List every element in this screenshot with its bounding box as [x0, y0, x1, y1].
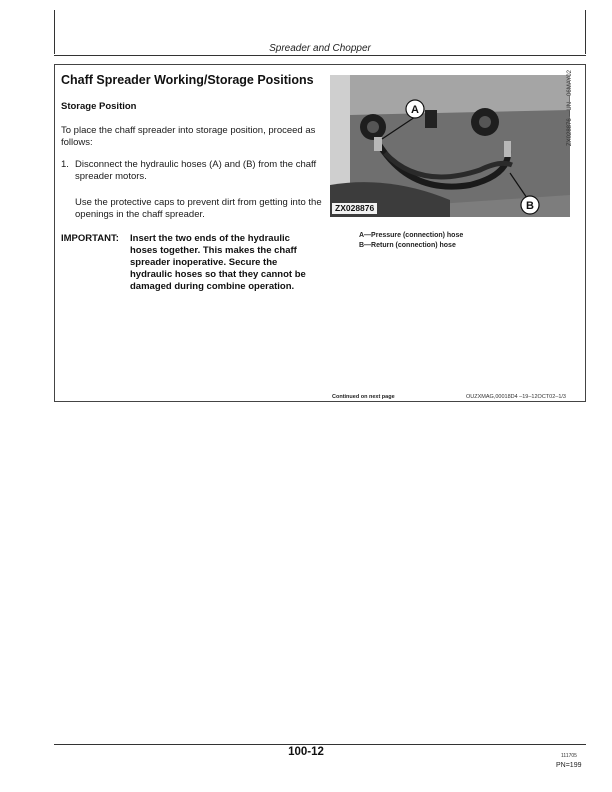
page-title: Chaff Spreader Working/Storage Positions	[61, 73, 314, 87]
side-photo-code: ZX028876 —UN—06MAY02	[567, 70, 573, 146]
step-note: Use the protective caps to prevent dirt from getting into the openings in the chaff spreader.	[75, 197, 322, 220]
subheading: Storage Position	[61, 101, 137, 112]
callout-a: A	[411, 104, 419, 116]
intro-paragraph: To place the chaff spreader into storage position, proceed as follows:	[61, 125, 316, 148]
page-number: 100-12	[288, 746, 324, 758]
caption-a: A—Pressure (connection) hose	[359, 232, 464, 239]
footer-date: 111705	[561, 753, 577, 759]
step-text: Disconnect the hydraulic hoses (A) and (B) from the chaff spreader motors.	[75, 159, 317, 182]
caption-b: B—Return (connection) hose	[359, 242, 456, 249]
important-label: IMPORTANT:	[61, 233, 119, 244]
photo-code: ZX028876	[332, 203, 377, 214]
footer-rule	[54, 744, 586, 745]
section-header: Spreader and Chopper	[269, 43, 371, 54]
footer-pn: PN=199	[556, 762, 582, 769]
callout-b: B	[526, 200, 534, 212]
header-rule	[54, 55, 586, 56]
hydraulic-hoses-photo	[330, 75, 570, 217]
photo-illustration	[330, 75, 570, 217]
continued-note: Continued on next page	[332, 394, 395, 400]
document-id: OUZXMAG,00018D4 –19–12OCT02–1/3	[466, 394, 566, 400]
step-number: 1.	[61, 159, 69, 170]
important-text: Insert the two ends of the hydraulic hoses together. This makes the chaff spreader inoperative. Secure the hydraulic hoses so that they cannot be damaged during combine operation.	[130, 233, 306, 292]
